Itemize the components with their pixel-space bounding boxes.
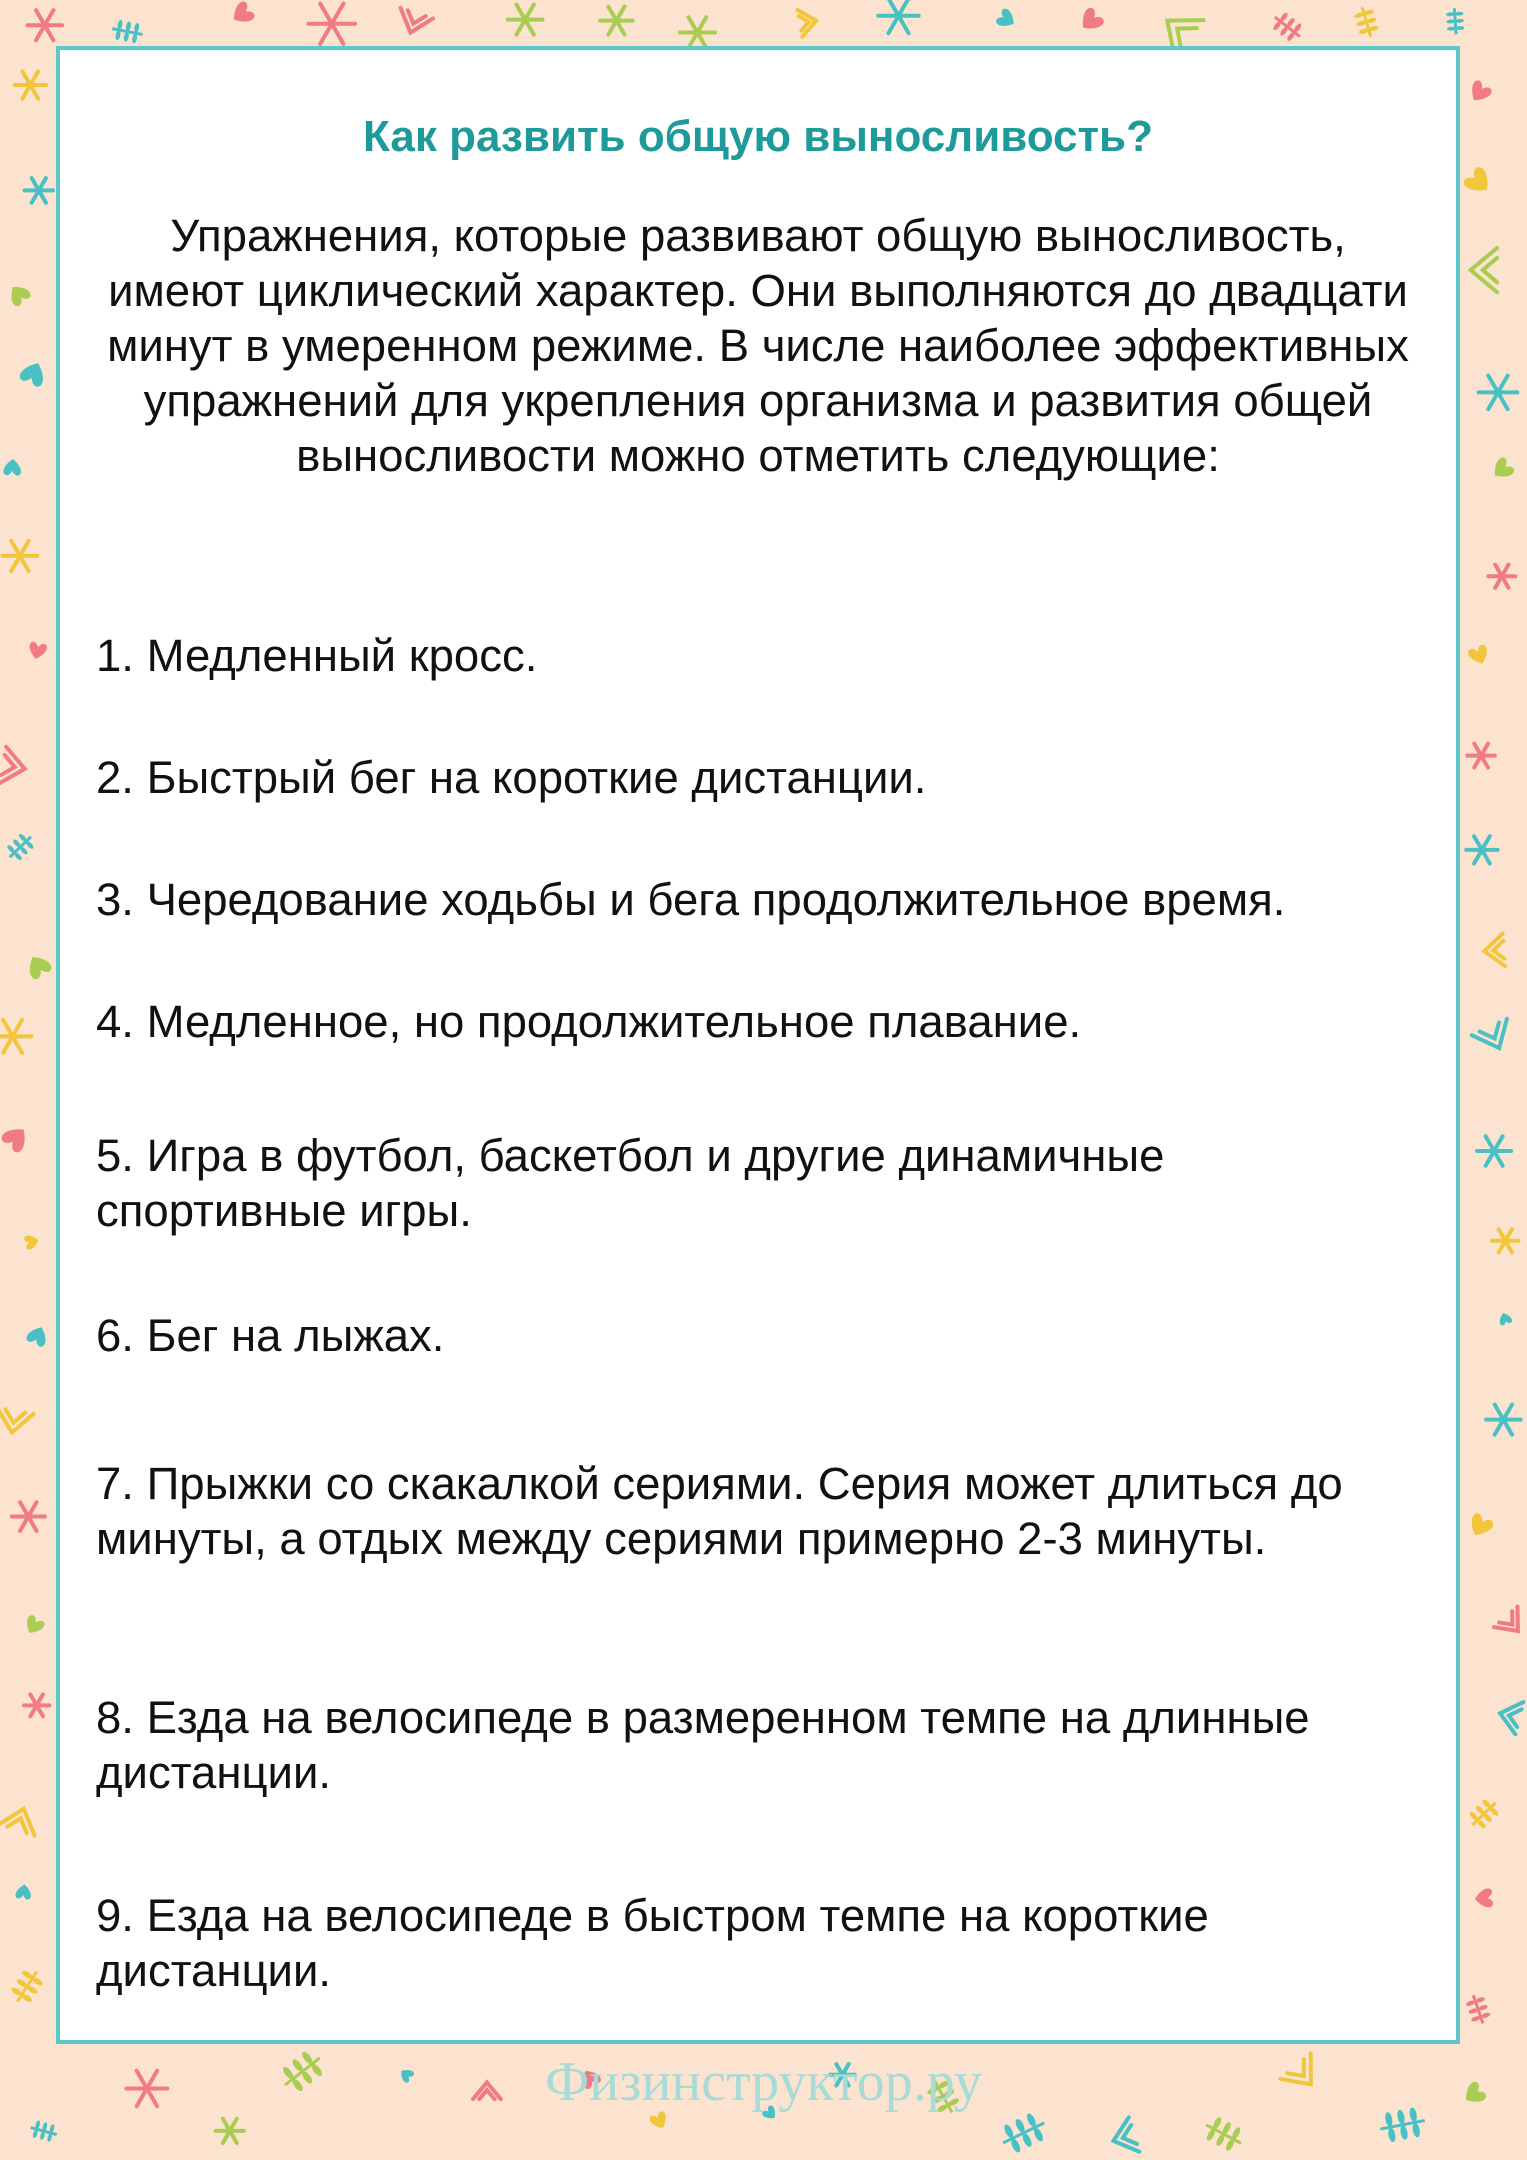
heart-icon: [15, 1884, 32, 1900]
list-item: 3. Чередование ходьбы и бега продолжительное время.: [96, 874, 1286, 925]
star-icon: [27, 10, 62, 40]
heart-icon: [3, 459, 21, 476]
arrow-icon: [1108, 2117, 1139, 2158]
arrow-icon: [798, 7, 819, 37]
arrow-icon: [0, 1803, 41, 1836]
leaf-icon: [110, 18, 144, 44]
leaf-icon: [1446, 8, 1465, 35]
star-icon: [15, 71, 47, 98]
star-icon: [24, 1694, 49, 1716]
site-watermark: Физинструктор.ру: [544, 2051, 982, 2113]
arrow-icon: [0, 747, 28, 787]
list-item: 9. Езда на велосипеде в быстром темпе на короткие дистанции.: [96, 1890, 1209, 1996]
star-icon: [600, 7, 632, 35]
star-icon: [0, 1020, 32, 1053]
arrow-icon: [1494, 1607, 1527, 1642]
arrow-icon: [0, 1408, 34, 1435]
list-item: 6. Бег на лыжах.: [96, 1310, 445, 1361]
list-item: 7. Прыжки со скакалкой сериями. Серия может длиться до минуты, а отдых между сериями примерно 2-3 минуты.: [96, 1458, 1343, 1564]
arrow-icon: [394, 8, 433, 38]
leaf-icon: [3, 830, 38, 865]
leaf-icon: [1465, 1795, 1503, 1833]
heart-icon: [1474, 1888, 1493, 1908]
star-icon: [878, 0, 918, 33]
star-icon: [1488, 565, 1515, 588]
leaf-icon: [1200, 2113, 1247, 2155]
leaf-icon: [28, 2119, 59, 2143]
star-icon: [25, 178, 53, 203]
intro-paragraph: Упражнения, которые развивают общую выносливость, имеют циклический характер. Они выполняются до двадцати минут в умеренном режиме. В числе наиболее эффективных упражнений для укрепления организма и развития общей выносливости можно отметить следующие:: [107, 210, 1409, 481]
leaf-icon: [1464, 1992, 1493, 2027]
arrow-icon: [1483, 934, 1505, 968]
star-icon: [1486, 1405, 1521, 1435]
star-icon: [508, 5, 543, 35]
content-card: [56, 46, 1460, 2044]
list-item: 4. Медленное, но продолжительное плавание.: [96, 996, 1082, 1047]
star-icon: [12, 1502, 45, 1531]
heart-icon: [1497, 1311, 1512, 1326]
heart-icon: [1465, 1512, 1494, 1541]
list-item: 1. Медленный кросс.: [96, 630, 538, 681]
heart-icon: [228, 0, 256, 28]
star-icon: [1492, 1229, 1518, 1252]
leaf-icon: [1352, 4, 1380, 39]
heart-icon: [5, 281, 32, 308]
heart-icon: [1462, 165, 1496, 199]
star-icon: [1477, 1136, 1511, 1166]
star-icon: [216, 2119, 244, 2143]
star-icon: [1479, 376, 1518, 410]
heart-icon: [18, 358, 49, 388]
heart-icon: [23, 951, 53, 981]
arrow-icon: [1471, 248, 1498, 292]
arrow-icon: [1496, 1697, 1523, 1734]
star-icon: [1466, 836, 1497, 863]
heart-icon: [25, 1323, 50, 1348]
leaf-icon: [1268, 9, 1306, 45]
heart-icon: [995, 7, 1019, 31]
star-icon: [1467, 744, 1495, 768]
heart-icon: [1076, 6, 1106, 36]
heart-icon: [0, 1122, 33, 1155]
list-item: 8. Езда на велосипеде в размеренном темпе на длинные дистанции.: [96, 1692, 1310, 1798]
list-item: 5. Игра в футбол, баскетбол и другие динамичные спортивные игры.: [96, 1130, 1165, 1236]
arrow-icon: [1472, 1019, 1517, 1056]
heart-icon: [27, 641, 47, 660]
heart-icon: [1467, 644, 1491, 668]
page-title: Как развить общую выносливость?: [363, 112, 1153, 161]
star-icon: [2, 541, 37, 571]
heart-icon: [24, 1233, 40, 1250]
leaf-icon: [996, 2109, 1051, 2157]
list-item: 2. Быстрый бег на короткие дистанции.: [96, 752, 927, 803]
heart-icon: [1489, 456, 1516, 483]
heart-icon: [22, 1614, 46, 1638]
star-icon: [309, 4, 356, 44]
star-icon: [680, 17, 715, 48]
leaf-icon: [7, 1965, 47, 2008]
heart-icon: [1466, 79, 1493, 106]
